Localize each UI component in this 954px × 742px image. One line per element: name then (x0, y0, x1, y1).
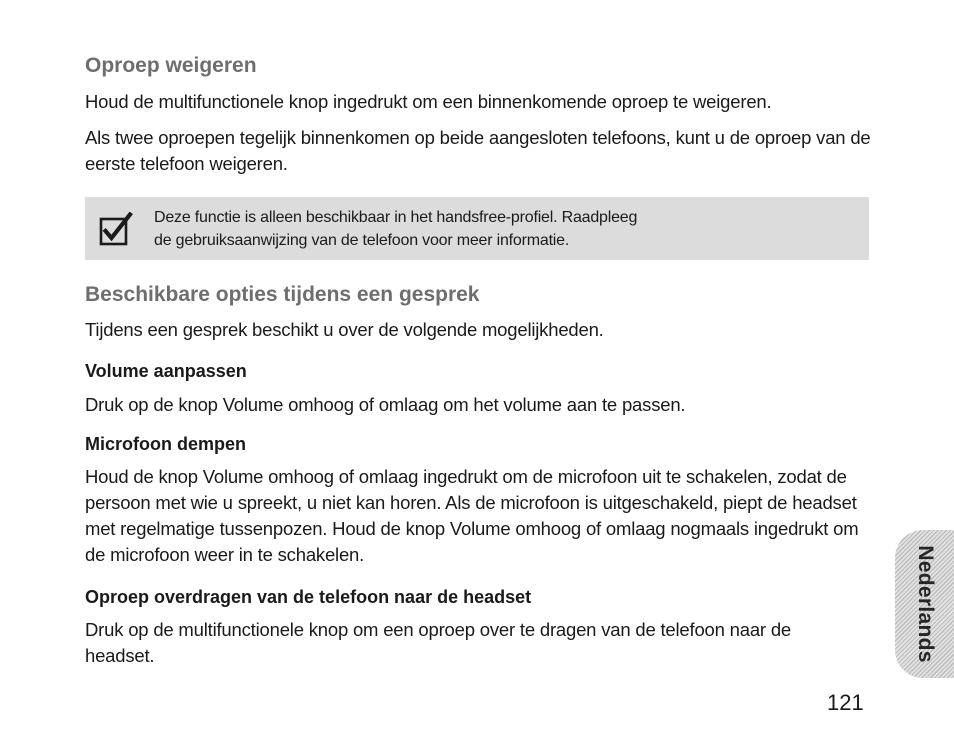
manual-page (85, 0, 875, 742)
heading-transfer: Oproep overdragen van de telefoon naar de headset (85, 587, 532, 607)
heading-call-options: Beschikbare opties tijdens een gesprek (85, 283, 480, 306)
mute-text: Houd de knop Volume omhoog of omlaag ingedrukt om de microfoon uit te schakelen, zodat de persoon met wie u spreekt, u niet kan horen. Als de microfoon is uitgeschakeld, piept de headset met regelmatige tussenpozen. Houd de knop Volume omhoog of omlaag nogmaals ingedrukt om de microfoon weer in te schakelen. (85, 466, 859, 565)
note-line-1: Deze functie is alleen beschikbaar in het handsfree-profiel. Raadpleeg (154, 209, 638, 226)
note-box (85, 197, 869, 260)
volume-text: Druk op de knop Volume omhoog of omlaag om het volume aan te passen. (85, 394, 686, 415)
reject-call-paragraph-1: Houd de multifunctionele knop ingedrukt om een binnenkomende oproep te weigeren. (85, 91, 772, 112)
reject-call-paragraph-2: Als twee oproepen tegelijk binnenkomen op beide aangesloten telefoons, kunt u de oproep van de eerste telefoon weigeren. (85, 127, 871, 174)
checkbox-check-icon (99, 212, 133, 246)
heading-volume: Volume aanpassen (85, 361, 247, 381)
note-text (154, 206, 854, 252)
heading-mute: Microfoon dempen (85, 434, 246, 454)
call-options-intro: Tijdens een gesprek beschikt u over de volgende mogelijkheden. (85, 319, 604, 340)
language-tab (895, 530, 954, 678)
note-line-2: de gebruiksaanwijzing van de telefoon voor meer informatie. (154, 232, 570, 249)
transfer-text: Druk op de multifunctionele knop om een oproep over te dragen van de telefoon naar de headset. (85, 619, 792, 666)
language-tab-label: Nederlands (913, 545, 937, 663)
page-number: 121 (827, 690, 864, 715)
heading-reject-call: Oproep weigeren (85, 54, 257, 77)
